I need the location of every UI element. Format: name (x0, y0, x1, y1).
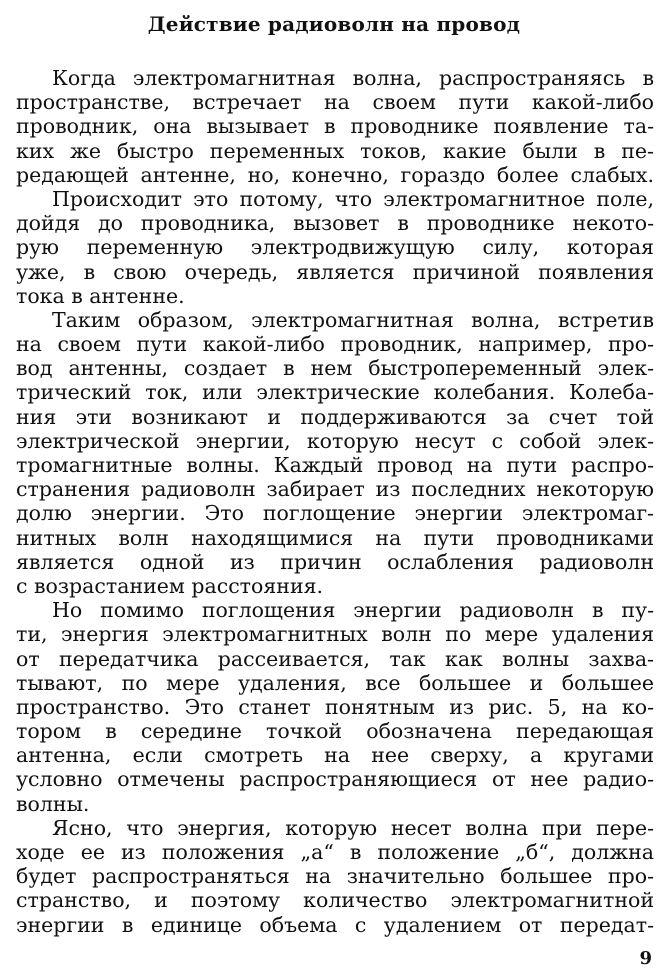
text-line: электрической энергии, которую несут с собой элек- (16, 428, 654, 453)
text-line: пространство. Это станет понятным из рис. 5, на ко- (16, 694, 654, 719)
text-line: волны. (16, 791, 90, 816)
text-line: Происходит это потому, что электромагнитное поле, (52, 186, 654, 211)
text-line: трический ток, или электрические колебания. Колеба- (16, 380, 654, 405)
text-line: ких же быстро переменных токов, какие были в пе- (16, 138, 654, 163)
text-line: вод антенны, создает в нем быстропеременный элек- (16, 356, 654, 381)
text-line: энергии в единице объема с удалением от передат- (16, 912, 654, 937)
body-text (16, 66, 654, 937)
text-line: Но помимо поглощения энергии радиоволн в пу- (52, 598, 654, 623)
text-line: странство, и поэтому количество электромагнитной (16, 888, 654, 913)
text-line: уже, в свою очередь, является причиной появления (16, 259, 654, 284)
text-line: является одной из причин ослабления радиоволн (16, 549, 654, 574)
text-line: тока в антенне. (16, 283, 185, 308)
text-line: от передатчика рассеивается, так как волны захва- (16, 646, 654, 671)
text-line: ходе ее из положения „а“ в положение „б“, должна (16, 840, 654, 864)
text-line: с возрастанием расстояния. (16, 573, 324, 598)
text-line: тромагнитные волны. Каждый провод на пути распро- (16, 453, 654, 477)
text-line: на своем пути какой-либо проводник, например, про- (16, 332, 654, 357)
text-line: рую переменную электродвижущую силу, которая (16, 235, 654, 260)
text-line: пространстве, встречает на своем пути какой-либо (16, 90, 654, 115)
text-line: Ясно, что энергия, которую несет волна при пере- (52, 815, 654, 840)
text-line: редающей антенне, но, конечно, гораздо более слабых. (16, 162, 654, 187)
page-title: Действие радиоволн на провод (147, 12, 521, 36)
text-line: тывают, по мере удаления, все большее и большее (16, 670, 654, 695)
text-line: ния эти возникают и поддерживаются за счет той (16, 404, 654, 429)
text-line: Таким образом, электромагнитная волна, встретив (52, 307, 654, 332)
text-line: дойдя до проводника, вызовет в проводнике некото- (16, 211, 654, 236)
text-line: условно отмечены распространяющиеся от нее радио- (16, 767, 654, 792)
page-number: 9 (639, 948, 652, 969)
text-line: антенна, если смотреть на нее сверху, а кругами (16, 743, 654, 768)
text-line: нитных волн находящимися на пути проводниками (16, 525, 654, 550)
text-line: будет распространяться на значительно большее про- (16, 864, 654, 889)
text-line: долю энергии. Это поглощение энергии электромаг- (16, 501, 654, 526)
text-line: ти, энергия электромагнитных волн по мере удаления (16, 622, 654, 647)
text-line: проводник, она вызывает в проводнике появление та- (16, 114, 654, 139)
text-line: странения радиоволн забирает из последних некоторую (16, 477, 654, 502)
text-line: Когда электромагнитная волна, распространяясь в (52, 66, 654, 90)
text-line: тором в середине точкой обозначена передающая (16, 719, 654, 744)
